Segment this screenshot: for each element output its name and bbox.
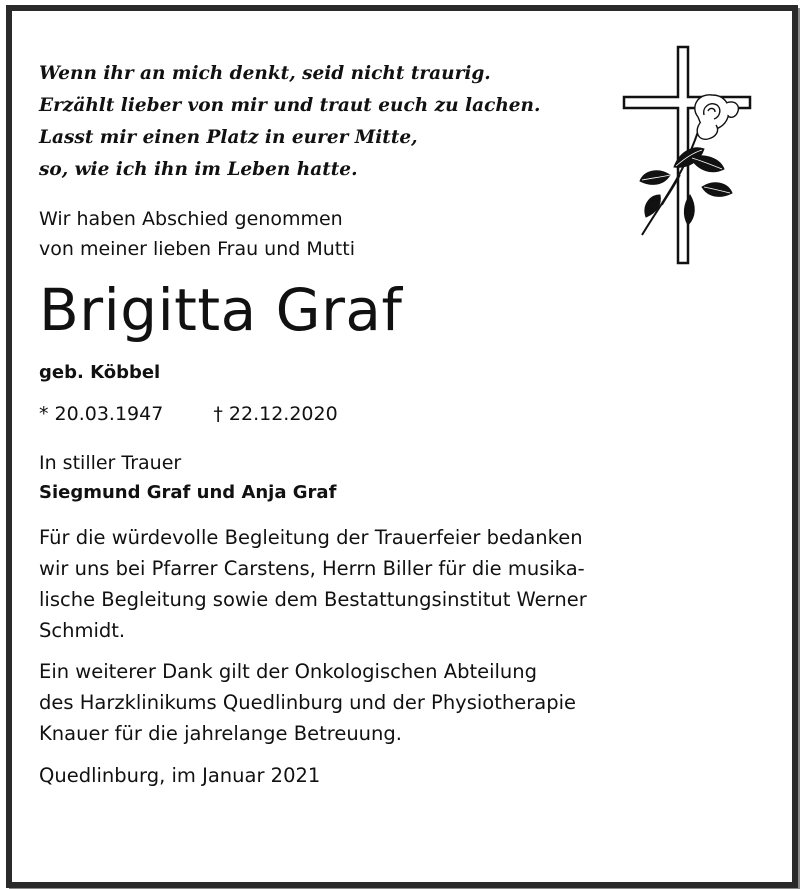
thanks-paragraph-1 (39, 522, 739, 646)
thanks-line: wir uns bei Pfarrer Carstens, Herrn Biller für die musika- (39, 557, 585, 580)
thanks-line: Knauer für die jahrelange Betreuung. (39, 722, 402, 745)
death-date: † 22.12.2020 (213, 403, 338, 425)
life-dates (39, 400, 759, 428)
deceased-name: Brigitta Graf (39, 276, 403, 344)
thanks-line: lische Begleitung sowie dem Bestattungsinstitut Werner (39, 588, 587, 611)
thanks-line: Ein weiterer Dank gilt der Onkologischen Abteilung (39, 660, 538, 683)
birth-date: * 20.03.1947 (39, 403, 164, 425)
mourning-label: In stiller Trauer (39, 452, 182, 474)
poem-line: so, wie ich ihn im Leben hatte. (39, 159, 358, 180)
intro-line: Wir haben Abschied genommen (39, 208, 343, 230)
intro-line: von meiner lieben Frau und Mutti (39, 238, 355, 260)
thanks-line: Für die würdevolle Begleitung der Trauerfeier bedanken (39, 526, 583, 549)
poem-line: Lasst mir einen Platz in eurer Mitte, (39, 127, 418, 148)
thanks-paragraph-2 (39, 656, 739, 749)
poem (39, 58, 759, 186)
thanks-line: Schmidt. (39, 619, 126, 642)
obituary-content (39, 58, 759, 791)
mourners-names: Siegmund Graf und Anja Graf (39, 482, 337, 503)
intro-text (39, 204, 759, 264)
poem-line: Wenn ihr an mich denkt, seid nicht traurig. (39, 63, 491, 84)
thanks-line: des Harzklinikums Quedlinburg und der Physiotherapie (39, 691, 576, 714)
maiden-name: geb. Köbbel (39, 362, 161, 383)
poem-line: Erzählt lieber von mir und traut euch zu lachen. (39, 95, 541, 116)
place-and-date: Quedlinburg, im Januar 2021 (39, 764, 321, 787)
